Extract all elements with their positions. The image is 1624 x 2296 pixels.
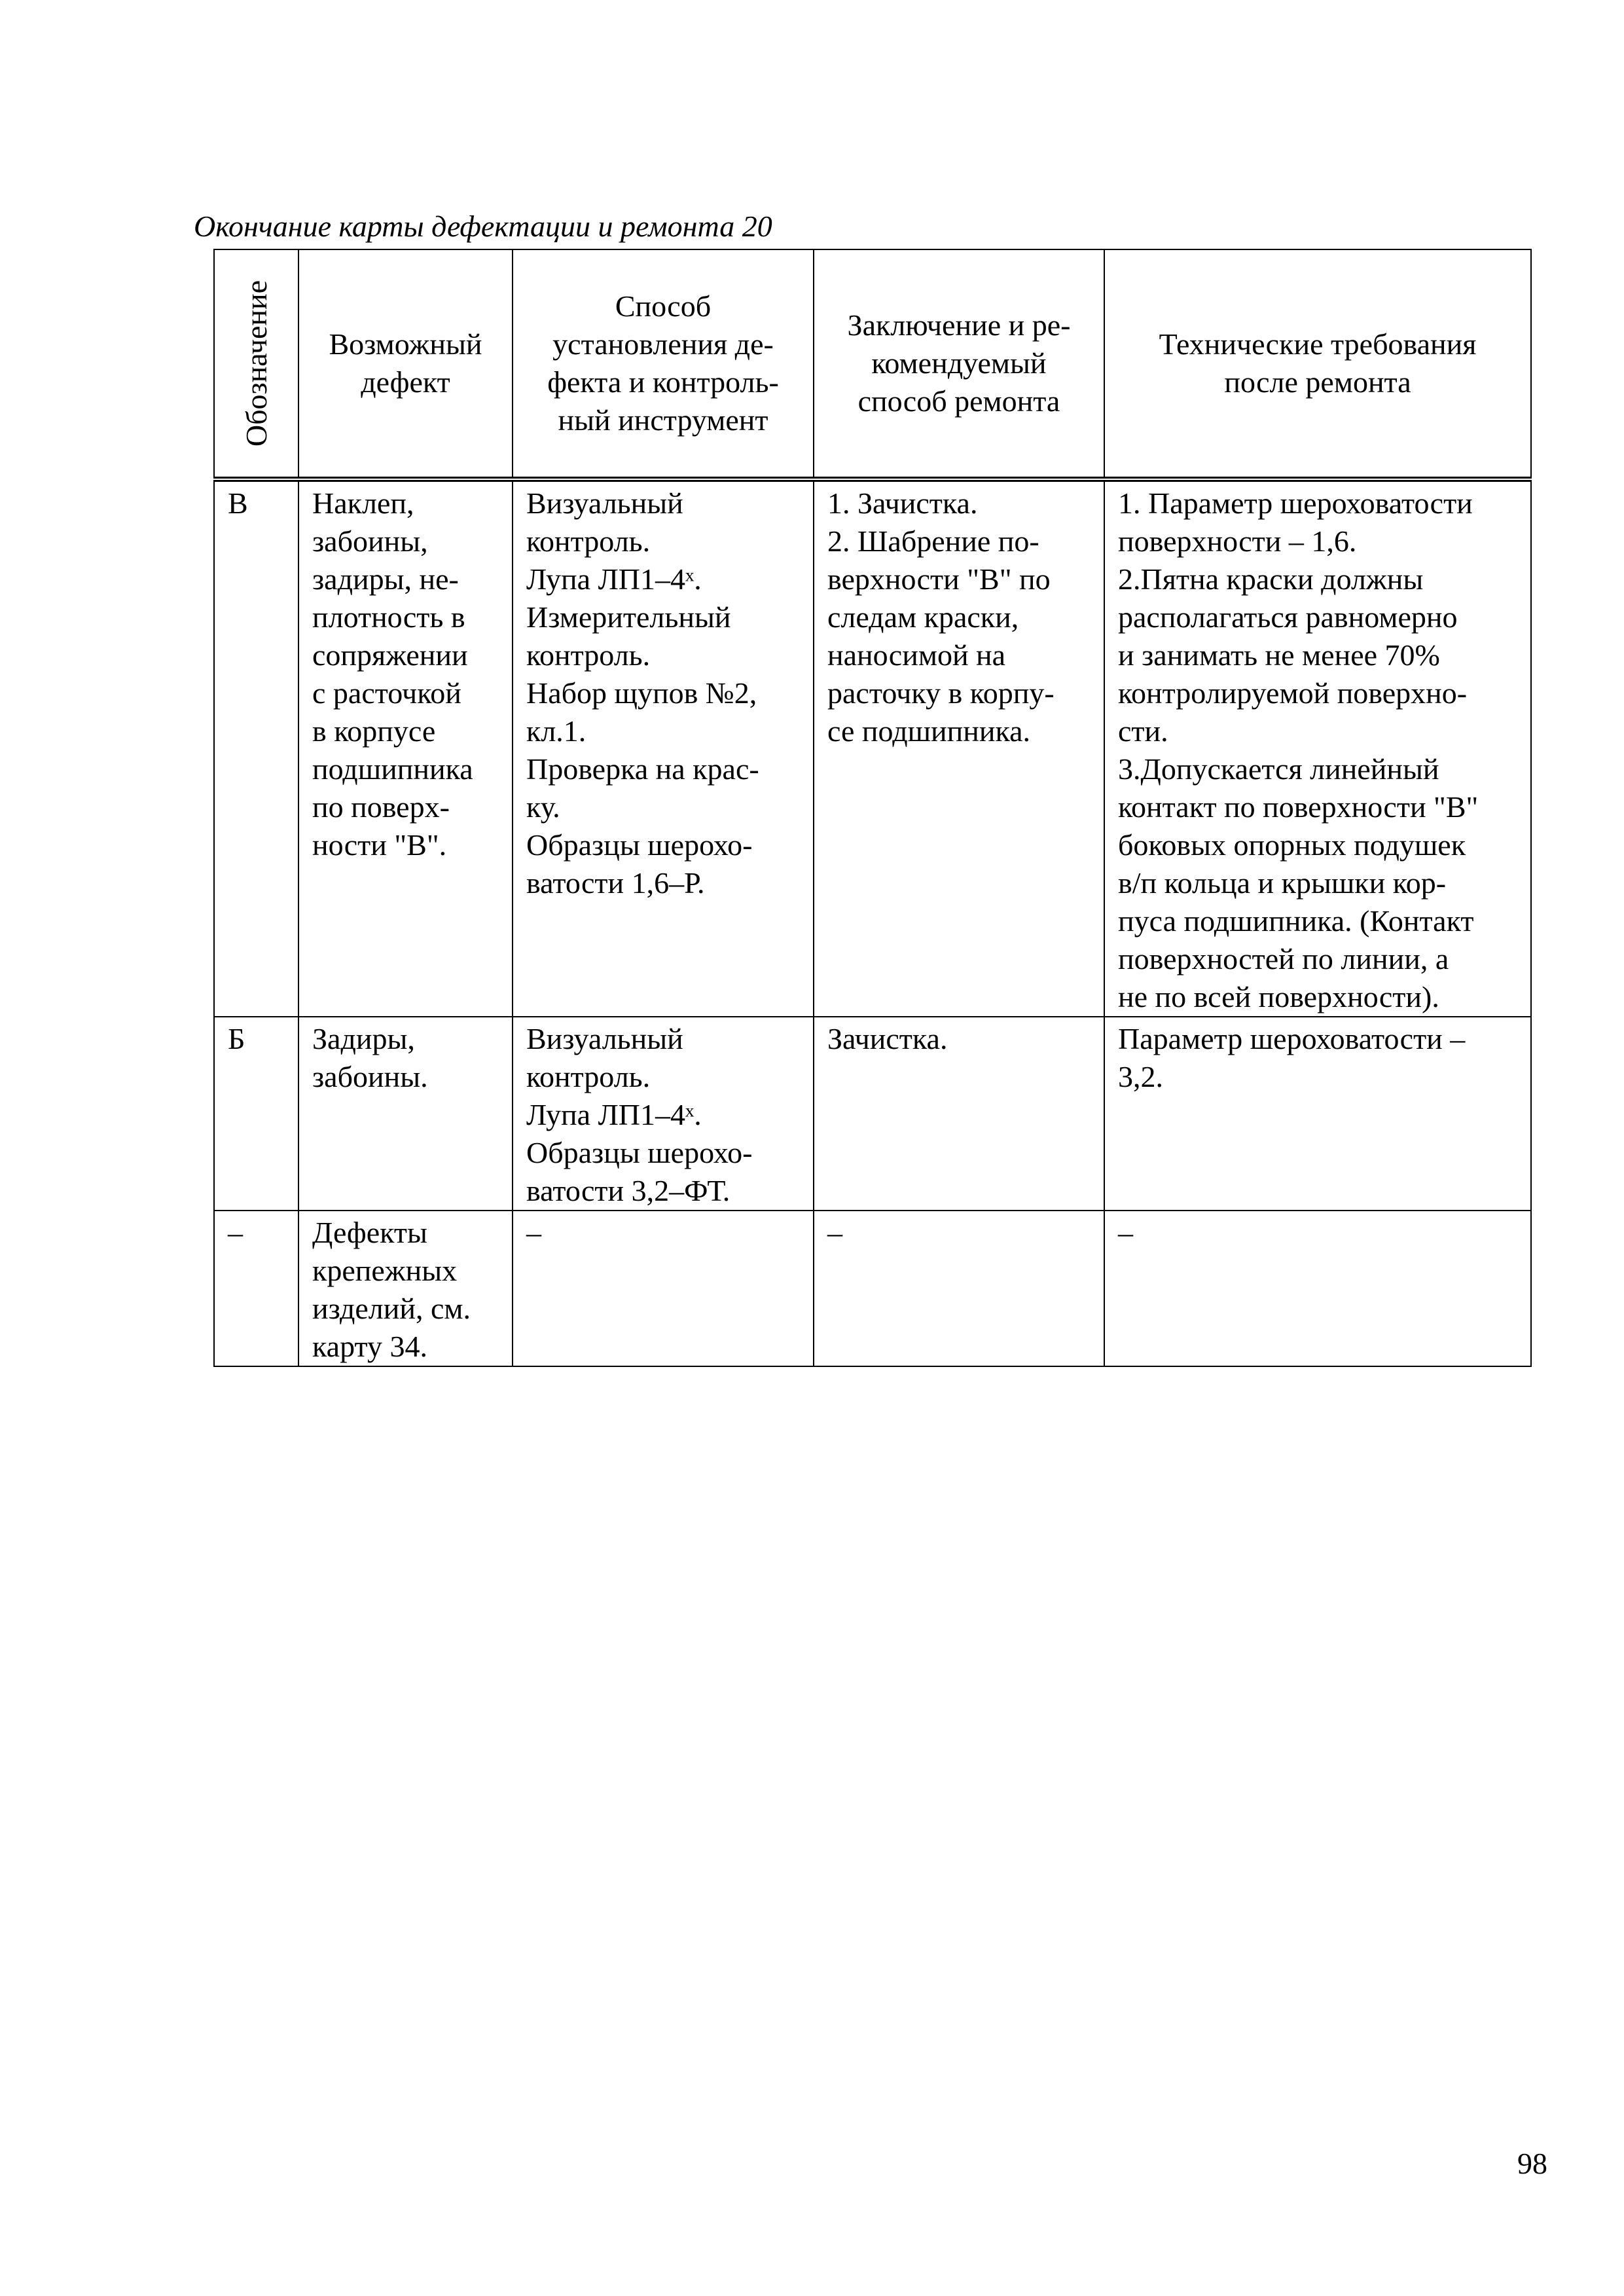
cell-requirements-line: 3,2. — [1118, 1060, 1163, 1093]
header-defect-line: дефект — [361, 365, 450, 399]
cell-requirements — [1104, 1017, 1531, 1211]
header-conclusion-line: Заключение и ре- — [847, 308, 1071, 342]
cell-defect — [298, 1211, 513, 1366]
cell-defect-line: изделий, см. — [312, 1292, 471, 1325]
header-defect-line: Возможный — [329, 327, 482, 361]
cell-conclusion-line: Зачистка. — [827, 1022, 948, 1055]
cell-defect — [298, 1017, 513, 1211]
cell-method-line: кл.1. — [526, 714, 586, 748]
cell-requirements-line: 1. Параметр шероховатости — [1118, 486, 1473, 520]
cell-defect-line: по поверх- — [312, 790, 450, 824]
cell-method-line: Лупа ЛП1–4ˣ. — [526, 1098, 702, 1131]
cell-conclusion — [814, 1211, 1104, 1366]
cell-defect-line: подшипника — [312, 752, 473, 786]
header-conclusion — [814, 249, 1104, 479]
cell-method-line: Образцы шерохо- — [526, 828, 753, 862]
cell-method-line: ку. — [526, 790, 560, 824]
cell-requirements-line: Параметр шероховатости – — [1118, 1022, 1466, 1055]
cell-conclusion — [814, 479, 1104, 1017]
header-method-line: установления де- — [552, 327, 774, 361]
cell-defect — [298, 479, 513, 1017]
cell-method — [513, 479, 814, 1017]
cell-requirements-line: контролируемой поверхно- — [1118, 676, 1468, 710]
cell-requirements-line: пуса подшипника. (Контакт — [1118, 904, 1474, 938]
cell-conclusion — [814, 1017, 1104, 1211]
cell-method-line: Визуальный — [526, 1022, 683, 1055]
cell-conclusion-line: следам краски, — [827, 600, 1019, 634]
header-method-line: Способ — [615, 289, 712, 323]
cell-requirements-line: поверхностей по линии, а — [1118, 942, 1449, 975]
cell-designation: Б — [214, 1017, 298, 1211]
cell-requirements-line: 2.Пятна краски должны — [1118, 562, 1424, 596]
header-method — [513, 249, 814, 479]
cell-method-line: Измерительный — [526, 600, 731, 634]
cell-defect-line: крепежных — [312, 1254, 458, 1287]
cell-defect-line: в корпусе — [312, 714, 436, 748]
cell-defect-line: карту 34. — [312, 1330, 427, 1363]
cell-designation: – — [214, 1211, 298, 1366]
cell-defect-line: забоины. — [312, 1060, 428, 1093]
cell-conclusion-line: верхности "В" по — [827, 562, 1051, 596]
cell-defect-line: ности "В". — [312, 828, 447, 862]
header-designation — [214, 249, 298, 479]
defect-repair-table — [213, 249, 1532, 1367]
cell-requirements — [1104, 479, 1531, 1017]
header-conclusion-line: способ ремонта — [857, 384, 1060, 418]
cell-method-line: Образцы шерохо- — [526, 1136, 753, 1169]
cell-method — [513, 1211, 814, 1366]
cell-method-line: ватости 1,6–Р. — [526, 866, 705, 900]
header-method-line: фекта и контроль- — [547, 365, 779, 399]
cell-defect-line: сопряжении — [312, 638, 468, 672]
header-requirements-line: Технические требования — [1159, 327, 1477, 361]
cell-defect-line: Задиры, — [312, 1022, 415, 1055]
header-requirements-line: после ремонта — [1224, 365, 1411, 399]
cell-defect-line: Наклеп, — [312, 486, 414, 520]
header-method-line: ный инструмент — [558, 403, 768, 437]
header-conclusion-line: комендуемый — [871, 346, 1047, 380]
cell-requirements-line: не по всей поверхности). — [1118, 980, 1439, 1013]
cell-conclusion-line: 2. Шабрение по- — [827, 524, 1039, 558]
page-number: 98 — [1517, 2147, 1547, 2180]
cell-requirements-line: располагаться равномерно — [1118, 600, 1458, 634]
cell-requirements-line: сти. — [1118, 714, 1168, 748]
cell-designation: В — [214, 479, 298, 1017]
cell-requirements-line: и занимать не менее 70% — [1118, 638, 1440, 672]
cell-defect-line: забоины, — [312, 524, 428, 558]
table-header-row — [214, 249, 1531, 479]
table-row — [214, 1017, 1531, 1211]
cell-method-line: контроль. — [526, 1060, 651, 1093]
cell-requirements — [1104, 1211, 1531, 1366]
cell-method-line: контроль. — [526, 638, 651, 672]
cell-conclusion-line: – — [827, 1216, 842, 1249]
cell-conclusion-line: се подшипника. — [827, 714, 1031, 748]
header-designation-label: Обозначение — [239, 280, 273, 447]
cell-method-line: Проверка на крас- — [526, 752, 759, 786]
cell-conclusion-line: расточку в корпу- — [827, 676, 1055, 710]
cell-requirements-line: – — [1118, 1216, 1133, 1249]
cell-method-line: Лупа ЛП1–4ˣ. — [526, 562, 702, 596]
cell-method-line: Визуальный — [526, 486, 683, 520]
cell-method — [513, 1017, 814, 1211]
cell-method-line: Набор щупов №2, — [526, 676, 757, 710]
header-defect — [298, 249, 513, 479]
cell-method-line: – — [526, 1216, 541, 1249]
table-row — [214, 1211, 1531, 1366]
table-caption: Окончание карты дефектации и ремонта 20 — [194, 210, 772, 243]
table-body — [214, 479, 1531, 1366]
cell-method-line: ватости 3,2–ФТ. — [526, 1174, 731, 1207]
cell-defect-line: Дефекты — [312, 1216, 427, 1249]
cell-method-line: контроль. — [526, 524, 651, 558]
cell-conclusion-line: наносимой на — [827, 638, 1006, 672]
cell-defect-line: плотность в — [312, 600, 465, 634]
cell-requirements-line: поверхности – 1,6. — [1118, 524, 1357, 558]
cell-defect-line: с расточкой — [312, 676, 461, 710]
cell-requirements-line: контакт по поверхности "В" — [1118, 790, 1479, 824]
cell-requirements-line: в/п кольца и крышки кор- — [1118, 866, 1447, 900]
header-requirements — [1104, 249, 1531, 479]
cell-conclusion-line: 1. Зачистка. — [827, 486, 978, 520]
cell-defect-line: задиры, не- — [312, 562, 459, 596]
cell-requirements-line: 3.Допускается линейный — [1118, 752, 1439, 786]
cell-requirements-line: боковых опорных подушек — [1118, 828, 1466, 862]
defect-repair-table-container — [213, 249, 1530, 1367]
table-row — [214, 479, 1531, 1017]
